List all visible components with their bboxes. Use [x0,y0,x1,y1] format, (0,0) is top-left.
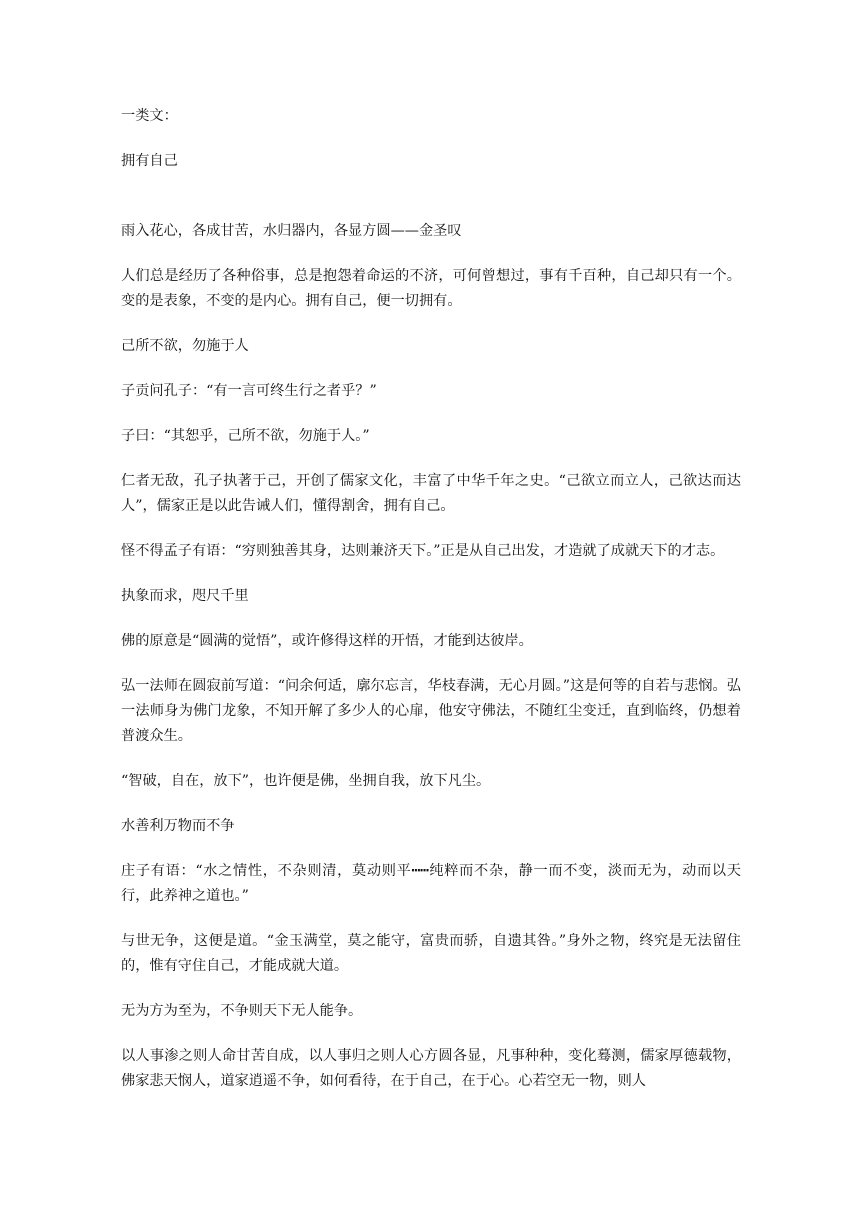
paragraph: 人们总是经历了各种俗事，总是抱怨着命运的不济，可何曾想过，事有千百种，自己却只有一个。变的是表象，不变的是内心。拥有自己，便一切拥有。 [121,268,741,309]
paragraph: 无为方为至为，不争则天下无人能争。 [121,1003,363,1019]
paragraph: 子贡问孔子：“有一言可终生行之者乎？” [121,383,377,399]
section-heading: 执象而求，咫尺千里 [121,588,249,604]
paragraph: 佛的原意是“圆满的觉悟”，或许修得这样的开悟，才能到达彼岸。 [121,633,533,649]
paragraph: 以人事渗之则人命甘苦自成，以人事归之则人心方圆各显，凡事种种，变化蓦测，儒家厚德载物，佛家悲天悯人，道家逍遥不争，如何看待，在于自己，在于心。心若空无一物，则人 [121,1048,741,1089]
section-heading: 己所不欲，勿施于人 [121,338,249,354]
category-label: 一类文： [121,108,178,124]
paragraph: “智破，自在，放下”，也许便是佛，坐拥自我，放下凡尘。 [121,773,491,789]
document-body [121,104,741,1114]
paragraph: 弘一法师在圆寂前写道：“问余何适，廓尔忘言，华枝春满，无心月圆。”这是何等的自若与悲悯。弘一法师身为佛门龙象，不知开解了多少人的心扉，他安守佛法，不随红尘变迁，直到临终，仍想着普渡众生。 [121,678,741,744]
epigraph: 雨入花心，各成甘苦，水归器内，各显方圆——金圣叹 [121,223,462,239]
paragraph: 与世无争，这便是道。“金玉满堂，莫之能守，富贵而骄，自遗其咎。”身外之物，终究是无法留住的，惟有守住自己，才能成就大道。 [121,933,741,974]
paragraph: 子曰：“其恕乎，己所不欲，勿施于人。” [121,428,370,444]
paragraph: 仁者无敌，孔子执著于己，开创了儒家文化，丰富了中华千年之史。“己欲立而立人，己欲达而达人”，儒家正是以此告诫人们，懂得割舍，拥有自己。 [121,473,741,514]
section-heading: 水善利万物而不争 [121,818,235,834]
paragraph: 怪不得孟子有语：“穷则独善其身，达则兼济天下。”正是从自己出发，才造就了成就天下的才志。 [121,543,725,559]
essay-title: 拥有自己 [121,153,178,169]
paragraph: 庄子有语：“水之情性，不杂则清，莫动则平┅┅纯粹而不杂，静一而不变，淡而无为，动而以天行，此养神之道也。” [121,863,741,904]
